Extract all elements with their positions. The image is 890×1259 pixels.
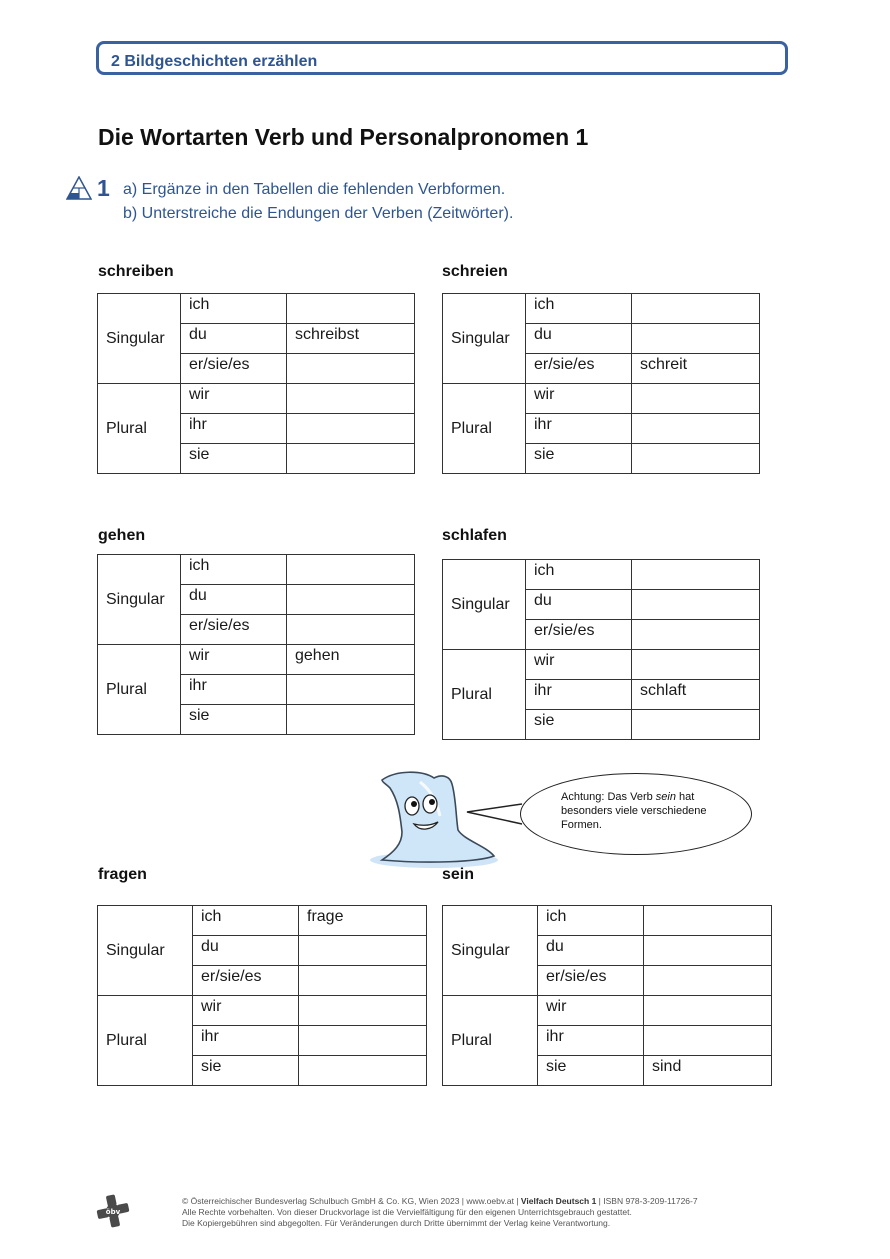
verb-form-cell[interactable] [644, 996, 772, 1026]
verb-form-cell[interactable] [299, 996, 427, 1026]
footer-line-1-start: © Österreichischer Bundesverlag Schulbuch GmbH & Co. KG, Wien 2023 | www.oebv.at | [182, 1196, 521, 1206]
verb-form-cell[interactable] [632, 710, 760, 740]
pronoun-cell: ihr [181, 414, 287, 444]
pronoun-cell: ihr [181, 675, 287, 705]
pronoun-cell: er/sie/es [181, 615, 287, 645]
chapter-header [96, 41, 788, 75]
conjugation-table-gehen [97, 554, 415, 735]
verb-form-cell[interactable] [644, 906, 772, 936]
pronoun-cell: wir [526, 650, 632, 680]
verb-form-cell[interactable]: gehen [287, 645, 415, 675]
verb-form-cell[interactable]: schlaft [632, 680, 760, 710]
verb-title-fragen: fragen [98, 866, 147, 883]
footer-line-3: Die Kopiergebühren sind abgegolten. Für Veränderungen durch Dritte übernimmt der Verlag keine Verantwortung. [182, 1218, 611, 1228]
conjugation-table-schreiben [97, 293, 415, 474]
verb-form-cell[interactable] [287, 444, 415, 474]
pronoun-cell: ich [193, 906, 299, 936]
verb-title-gehen: gehen [98, 527, 146, 544]
pronoun-cell: sie [181, 705, 287, 735]
plural-label: Plural [443, 650, 526, 740]
plural-label: Plural [98, 996, 193, 1086]
verb-form-cell[interactable] [632, 294, 760, 324]
verb-form-cell[interactable] [287, 384, 415, 414]
pronoun-cell: wir [181, 384, 287, 414]
pronoun-cell: ihr [193, 1026, 299, 1056]
singular-label: Singular [443, 294, 526, 384]
verb-form-cell[interactable] [287, 615, 415, 645]
task-instruction-b: b) Unterstreiche die Endungen der Verben (Zeitwörter). [123, 205, 514, 222]
verb-form-cell[interactable] [632, 324, 760, 354]
pronoun-cell: du [181, 585, 287, 615]
verb-form-cell[interactable] [287, 675, 415, 705]
verb-form-cell[interactable] [632, 414, 760, 444]
pronoun-cell: er/sie/es [181, 354, 287, 384]
pronoun-cell: ich [181, 294, 287, 324]
verb-form-cell[interactable] [632, 384, 760, 414]
verb-form-cell[interactable] [287, 585, 415, 615]
verb-form-cell[interactable] [287, 294, 415, 324]
pronoun-cell: er/sie/es [538, 966, 644, 996]
speech-bubble-text-start: Achtung: Das Verb [561, 791, 656, 803]
verb-form-cell[interactable] [287, 705, 415, 735]
verb-title-sein: sein [442, 866, 475, 883]
verb-form-cell[interactable] [299, 936, 427, 966]
difficulty-triangle-icon [66, 176, 92, 200]
verb-form-cell[interactable] [644, 966, 772, 996]
verb-form-cell[interactable] [632, 620, 760, 650]
verb-form-cell[interactable] [644, 936, 772, 966]
verb-form-cell[interactable] [287, 414, 415, 444]
verb-form-cell[interactable] [632, 590, 760, 620]
chapter-title: 2 Bildgeschichten erzählen [111, 53, 318, 70]
pronoun-cell: du [538, 936, 644, 966]
pronoun-cell: ihr [526, 680, 632, 710]
singular-label: Singular [443, 560, 526, 650]
pronoun-cell: wir [193, 996, 299, 1026]
verb-form-cell[interactable] [299, 1026, 427, 1056]
pronoun-cell: ihr [526, 414, 632, 444]
speech-bubble-emphasis: sein [655, 791, 676, 803]
singular-label: Singular [98, 555, 181, 645]
footer-line-2: Alle Rechte vorbehalten. Von dieser Druckvorlage ist die Vervielfältigung für den eigenen Unterrichtsgebrauch gestattet. [182, 1207, 632, 1217]
pronoun-cell: ihr [538, 1026, 644, 1056]
task-number: 1 [97, 175, 110, 201]
pronoun-cell: wir [538, 996, 644, 1026]
pronoun-cell: du [193, 936, 299, 966]
verb-form-cell[interactable]: frage [299, 906, 427, 936]
verb-title-schreiben: schreiben [98, 263, 174, 280]
svg-text:öbv: öbv [105, 1208, 121, 1216]
footer-line-1 [182, 1196, 698, 1207]
verb-title-schlafen: schlafen [442, 527, 507, 544]
singular-label: Singular [98, 906, 193, 996]
footer-copyright [182, 1196, 698, 1229]
pronoun-cell: wir [181, 645, 287, 675]
verb-form-cell[interactable]: schreit [632, 354, 760, 384]
pronoun-cell: er/sie/es [526, 354, 632, 384]
verb-title-schreien: schreien [442, 263, 508, 280]
pronoun-cell: ich [526, 294, 632, 324]
singular-label: Singular [443, 906, 538, 996]
pronoun-cell: er/sie/es [526, 620, 632, 650]
verb-form-cell[interactable]: sind [644, 1056, 772, 1086]
speech-bubble-text-end: hat besonders viele verschiedene Formen. [561, 791, 707, 831]
verb-form-cell[interactable] [632, 650, 760, 680]
pronoun-cell: sie [526, 710, 632, 740]
pronoun-cell: sie [526, 444, 632, 474]
plural-label: Plural [443, 996, 538, 1086]
verb-form-cell[interactable] [632, 560, 760, 590]
conjugation-table-sein [442, 905, 772, 1086]
publisher-logo-icon [96, 1194, 130, 1228]
conjugation-table-schlafen [442, 559, 760, 740]
ghost-mascot-illustration [368, 768, 528, 870]
conjugation-table-schreien [442, 293, 760, 474]
verb-form-cell[interactable] [644, 1026, 772, 1056]
pronoun-cell: du [526, 590, 632, 620]
pronoun-cell: ich [181, 555, 287, 585]
pronoun-cell: wir [526, 384, 632, 414]
pronoun-cell: du [526, 324, 632, 354]
conjugation-table-fragen [97, 905, 427, 1086]
task-instruction-a: a) Ergänze in den Tabellen die fehlenden Verbformen. [123, 181, 506, 198]
verb-form-cell[interactable] [287, 555, 415, 585]
verb-form-cell[interactable]: schreibst [287, 324, 415, 354]
page-title: Die Wortarten Verb und Personalpronomen 1 [98, 124, 589, 150]
pronoun-cell: er/sie/es [193, 966, 299, 996]
plural-label: Plural [98, 645, 181, 735]
speech-bubble-text [561, 790, 731, 832]
pronoun-cell: ich [538, 906, 644, 936]
pronoun-cell: sie [181, 444, 287, 474]
verb-form-cell[interactable] [299, 966, 427, 996]
footer-line-1-end: | ISBN 978-3-209-11726-7 [596, 1196, 698, 1206]
pronoun-cell: ich [526, 560, 632, 590]
plural-label: Plural [98, 384, 181, 474]
pronoun-cell: sie [538, 1056, 644, 1086]
pronoun-cell: sie [193, 1056, 299, 1086]
verb-form-cell[interactable] [632, 444, 760, 474]
verb-form-cell[interactable] [299, 1056, 427, 1086]
verb-form-cell[interactable] [287, 354, 415, 384]
singular-label: Singular [98, 294, 181, 384]
footer-book-title: Vielfach Deutsch 1 [520, 1196, 597, 1206]
pronoun-cell: du [181, 324, 287, 354]
plural-label: Plural [443, 384, 526, 474]
